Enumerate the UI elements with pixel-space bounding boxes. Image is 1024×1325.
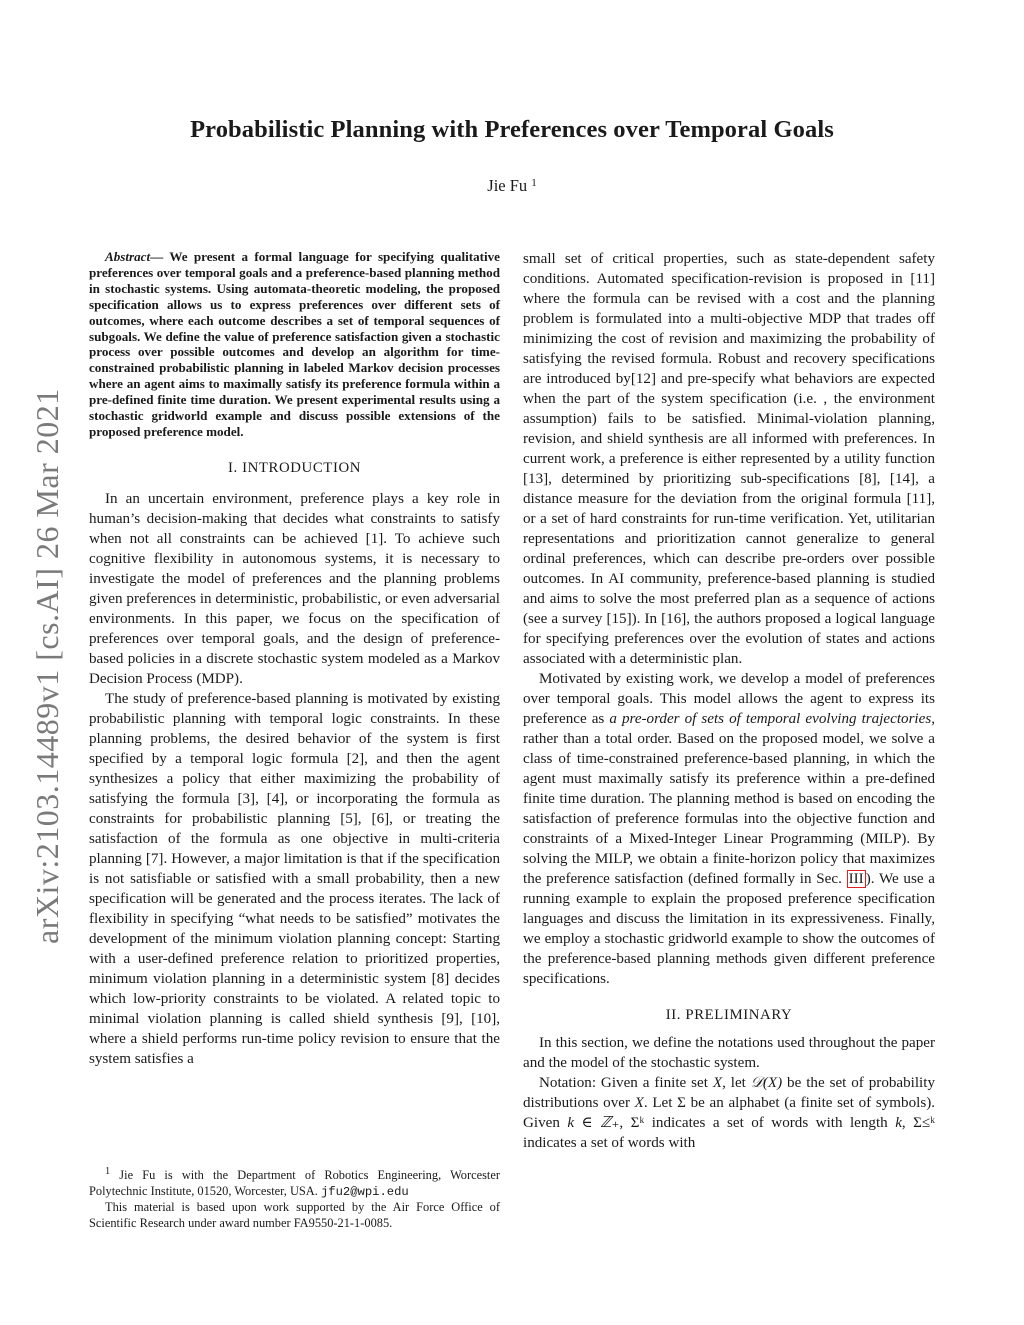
intro-paragraph-2: The study of preference-based planning is motivated by existing probabilistic planning with temporal logic constraints. In these planning problems, the desired behavior of the system is first specified by a temporal logic formula [2], and then the agent synthesizes a policy that either maximizing the probability of satisfying the formula [3], [4], or incorporating the formula as constraints for probabilistic planning [5], [6], or treating the satisfaction of the formula as one objective in multi-criteria planning [7]. However, a major limitation is that if the specification is not satisfiable or satisfied with a small probability, then a new specification will be generated and the process iterates. The lack of flexibility in specifying “what needs to be satisfied” motivates the development of the minimum violation planning concept: Starting with a user-defined preference relation to prioritized properties, minimum violation planning in a deterministic system [8] decides which low-priority constraints to be violated. A related topic to minimal violation planning is called shield synthesis [9], [10], where a shield performs run-time policy revision to ensure that the system satisfies a	[89, 690, 500, 1067]
notation-part-c: be the set of probability distributions over	[523, 1075, 935, 1111]
notation-paragraph	[523, 1073, 935, 1153]
footnote-mark: 1	[105, 1166, 111, 1177]
intro-p3-emphasis: a pre-order of sets of temporal evolving trajectories	[609, 711, 932, 727]
intro-paragraph-2-continued: small set of critical properties, such as state-dependent safety conditions. Automated specification-revision is proposed in [11] where the formula can be revised with a cost and the planning problem is formulated into a multi-objective MDP that trades off minimizing the cost of revision and maximizing the probability of satisfying the revised formula. Robust and recovery specifications are introduced by[12] and pre-specify what behaviors are expected when the part of the system specification (i.e. , the environment assumption) fails to be satisfied. Minimal-violation planning, revision, and shield synthesis are all informed with preferences. In current work, a preference is either represented by a utility function [13], determined by prioritizing sub-specifications [8], [14], a distance measure for the deviation from the original formula [11], or a set of hard constraints for run-time verification. Yet, utilitarian representations and prioritization cannot generalize to general ordinal preferences, which can describe pre-orders over possible outcomes. In AI community, preference-based planning is studied and aims to solve the most preferred plan as a sequence of actions (see a survey [15]). In [16], the authors proposed a logical language for specifying preferences over the evolution of states and actions associated with a deterministic plan.	[523, 251, 935, 667]
author-footnote-mark: 1	[531, 177, 537, 189]
section-reference-link[interactable]: III	[848, 871, 864, 887]
introduction-heading: I. INTRODUCTION	[227, 459, 362, 476]
notation-part-d: . Let Σ be an alphabet (a finite set of symbols). Given	[523, 1095, 935, 1131]
notation-distribution: 𝒟(X)	[750, 1075, 783, 1091]
arxiv-stamp: arXiv:2103.14489v1 [cs.AI] 26 Mar 2021	[29, 388, 65, 944]
notation-k-2: k	[895, 1115, 902, 1131]
author-line	[0, 176, 1024, 196]
intro-paragraph-1: In an uncertain environment, preference plays a key role in human’s decision-making that decides what constraints to satisfy when not all constraints can be achieved [1]. To achieve such cognitive flexibility in autonomous systems, it is necessary to investigate the model of preferences and the planning problems given preferences in deterministic, probabilistic, or even adversarial environments. In this paper, we focus on the specification of preferences over temporal goals, and the design of preference-based policies in a discrete stochastic system modeled as a Markov Decision Process (MDP).	[89, 490, 500, 687]
notation-set-x: X	[712, 1075, 723, 1091]
abstract-label: Abstract	[105, 249, 151, 264]
intro-p3-part-c: ). We use a running example to explain the proposed preference specification languages and discuss the limitation in its expressiveness. Finally, we employ a stochastic gridworld example to show the outcomes of the preference-based planning methods given different preference specifications.	[523, 871, 935, 987]
author-email[interactable]: jfu2@wpi.edu	[320, 1184, 409, 1199]
footnote-affiliation-text: Jie Fu is with the Department of Robotics Engineering, Worcester Polytechnic Institute, 01520, Worcester, USA.	[89, 1168, 500, 1198]
notation-k: k ∈ ℤ₊	[567, 1115, 620, 1131]
intro-p3-part-b: , rather than a total order. Based on the proposed model, we solve a class of time-constrained preference-based planning, in which the agent must maximally satisfy its preference within a pre-defined finite time duration. The planning method is based on encoding the satisfaction of preference formulas into the objective function and constraints of a Mixed-Integer Linear Programming (MILP). By solving the MILP, we obtain a finite-horizon policy that maximizes the preference satisfaction (defined formally in Sec.	[523, 711, 935, 887]
abstract	[89, 249, 500, 440]
footnote-affiliation	[89, 1164, 500, 1200]
author-name: Jie Fu	[487, 176, 528, 195]
footnotes	[89, 1164, 500, 1232]
intro-p3-part-a: Motivated by existing work, we develop a model of preferences over temporal goals. This model allows the agent to express its preference as	[523, 671, 935, 727]
paper-title: Probabilistic Planning with Preferences over Temporal Goals	[190, 116, 834, 143]
footnote-funding: This material is based upon work supported by the Air Force Office of Scientific Research under award number FA9550-21-1-0085.	[89, 1200, 500, 1230]
prelim-paragraph-1: In this section, we define the notations used throughout the paper and the model of the stochastic system.	[523, 1035, 935, 1071]
notation-part-e: , Σᵏ indicates a set of words with length	[619, 1115, 896, 1131]
right-column	[523, 249, 935, 1153]
notation-set-x-2: X	[634, 1095, 644, 1111]
abstract-text: — We present a formal language for specifying qualitative preferences over temporal goals and a preference-based planning method in stochastic systems. Using automata-theoretic modeling, the proposed specification allows us to express preferences over different sets of outcomes, where each outcome describes a set of temporal sequences of subgoals. We define the value of preference satisfaction given a stochastic process over possible outcomes and develop an algorithm for time-constrained probabilistic planning in labeled Markov decision processes where an agent aims to maximally satisfy its preference formula within a pre-defined finite time duration. We present experimental results using a stochastic gridworld example and discuss possible extensions of the proposed preference model.	[89, 249, 500, 439]
left-column	[89, 249, 500, 1069]
intro-paragraph-3	[523, 669, 935, 989]
notation-part-f: , Σ≤ᵏ indicates a set of words with	[523, 1115, 935, 1151]
notation-part-a: Notation: Given a finite set	[539, 1075, 713, 1091]
preliminary-heading: II. PRELIMINARY	[665, 1007, 793, 1023]
notation-part-b: , let	[722, 1075, 751, 1091]
